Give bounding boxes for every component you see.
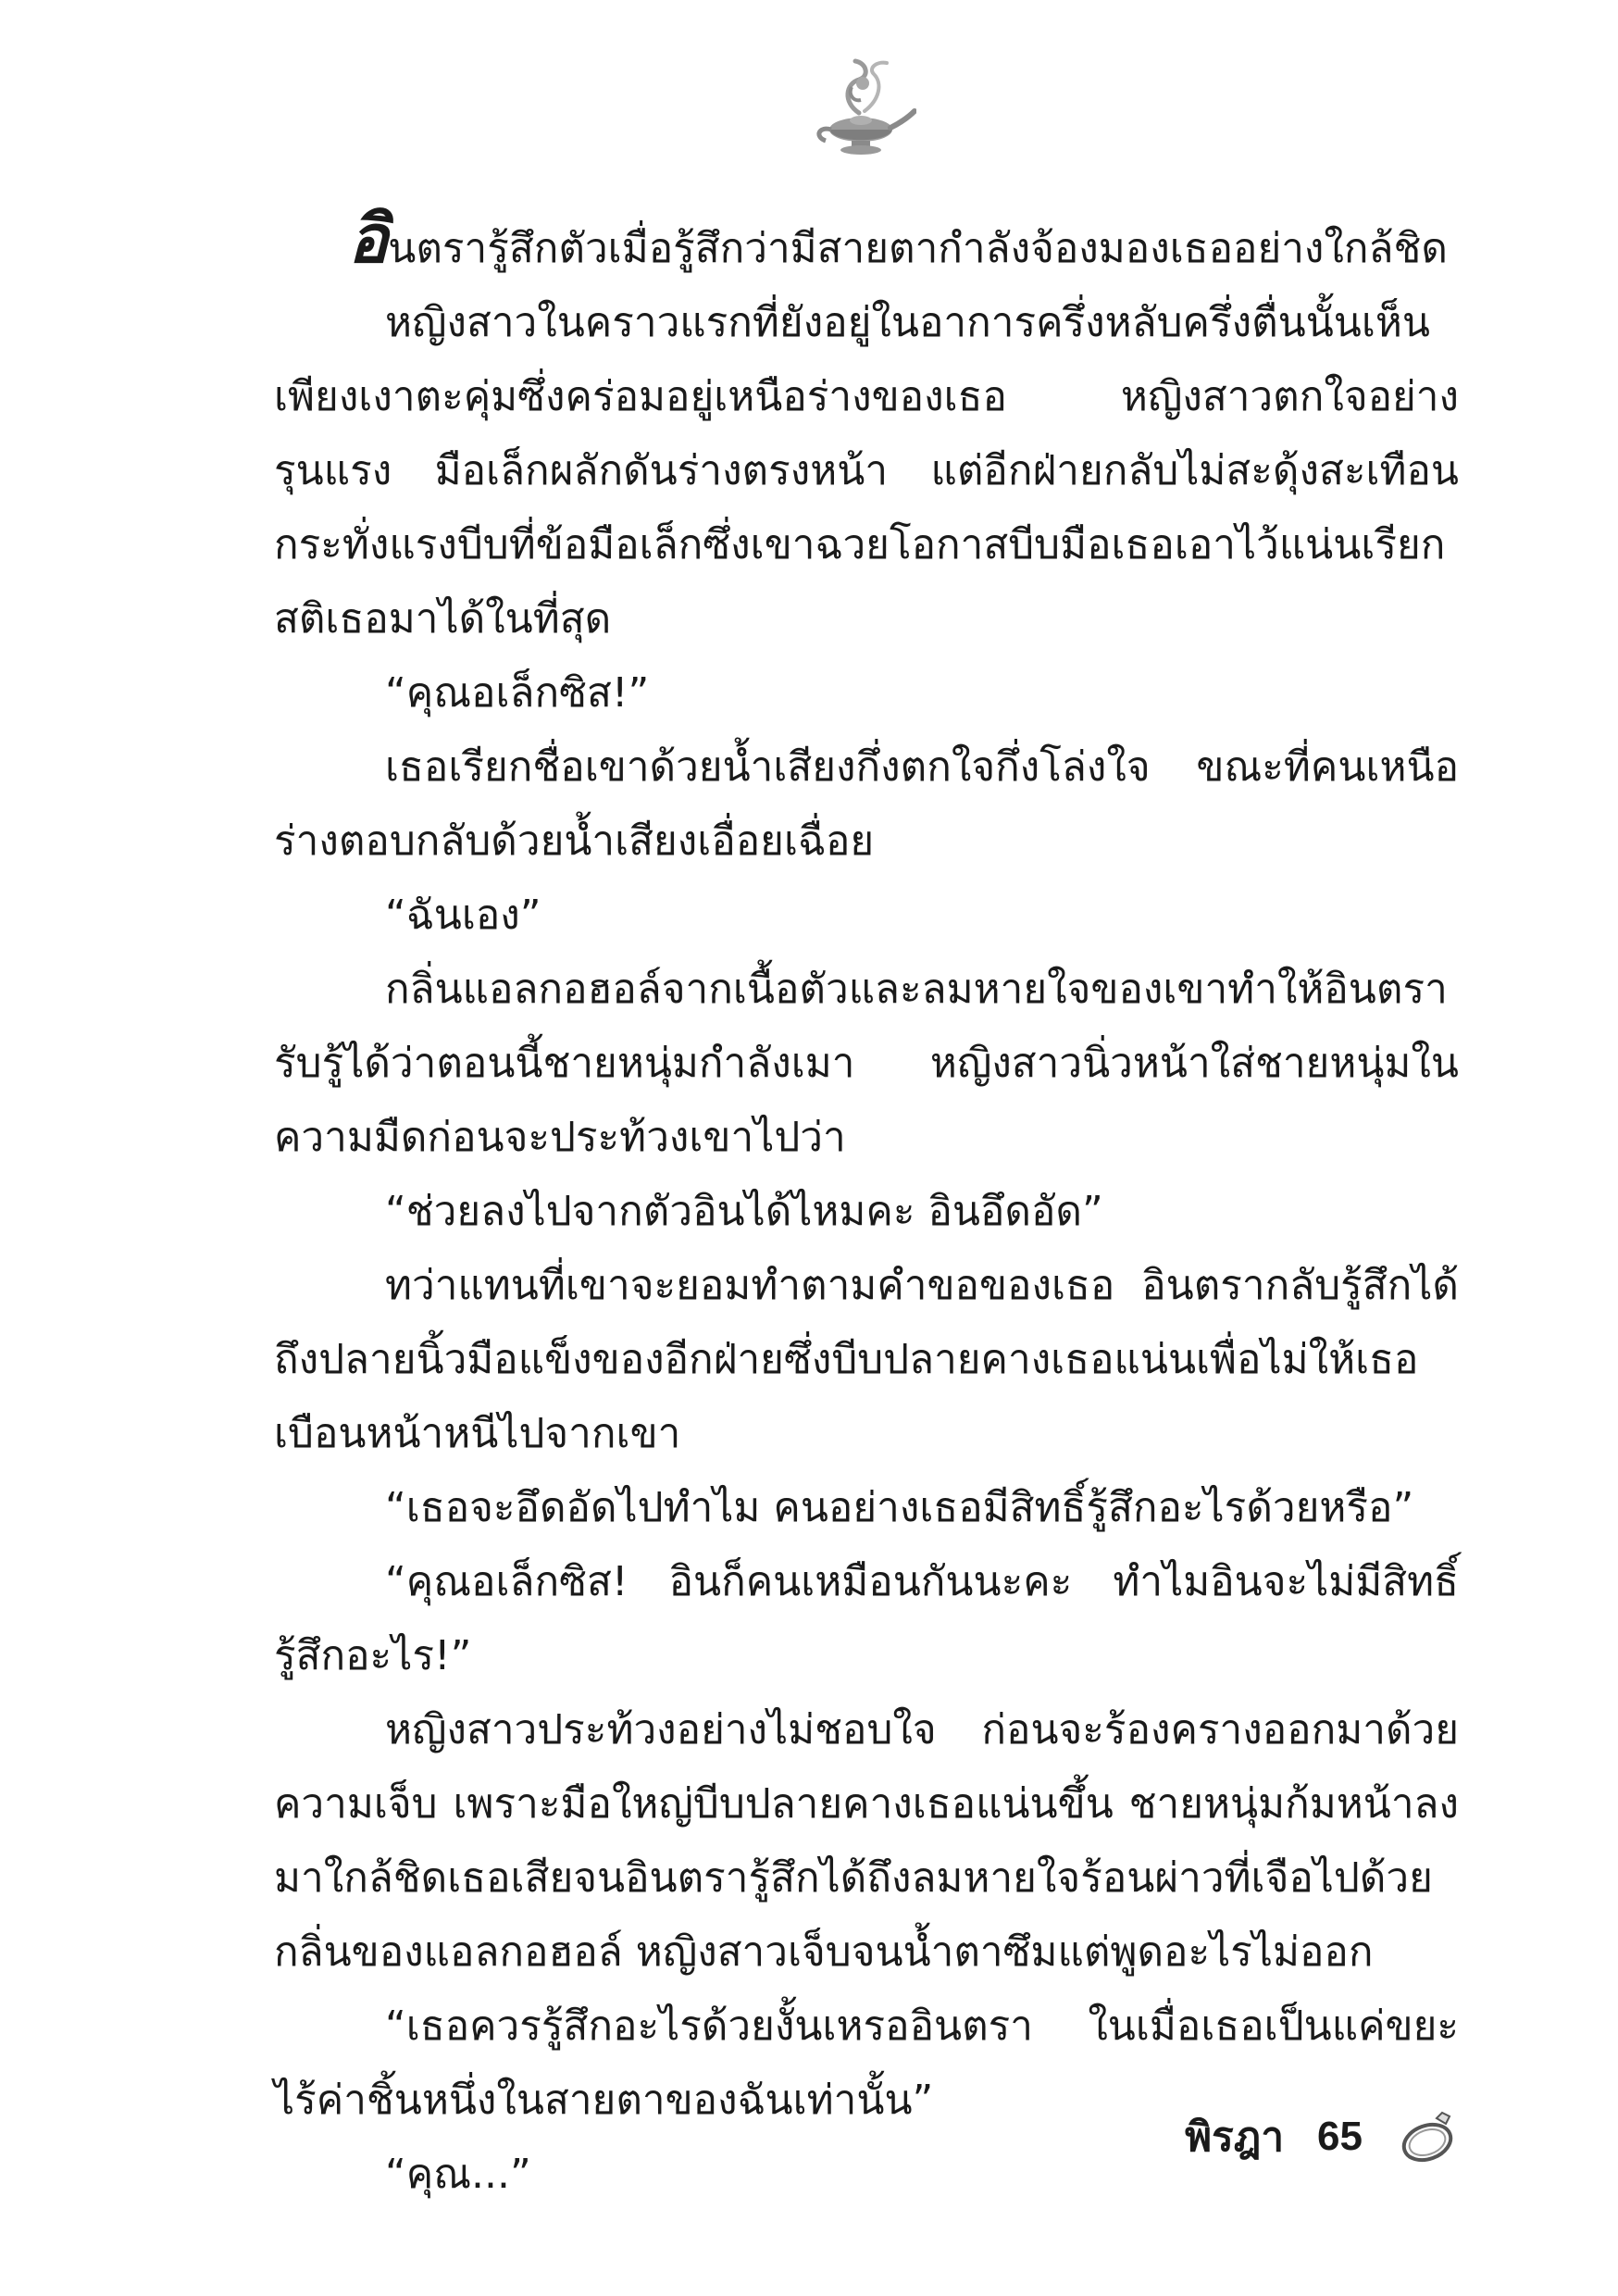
dialogue-3: “ช่วยลงไปจากตัวอินได้ไหมคะ อินอึดอัด” (385, 1188, 1103, 1235)
dialogue-7: “คุณ...” (385, 2151, 531, 2198)
page-footer (1185, 2100, 1461, 2174)
dialogue-5: “คุณอเล็กซิส! อินก็คนเหมือนกันนะคะ ทำไมอินจะไม่มีสิทธิ์รู้สึกอะไร!” (274, 1558, 1459, 1679)
drop-cap: อิ (348, 200, 389, 278)
dialogue-4: “เธอจะอึดอัดไปทำไม คนอย่างเธอมีสิทธิ์รู้สึกอะไรด้วยหรือ” (385, 1484, 1414, 1531)
paragraph-text: นตรารู้สึกตัวเมื่อรู้สึกว่ามีสายตากำลังจ้องมองเธออย่างใกล้ชิด (388, 225, 1448, 272)
paragraph-3: เธอเรียกชื่อเขาด้วยน้ำเสียงกึ่งตกใจกึ่งโล่งใจ ขณะที่คนเหนือร่างตอบกลับด้วยน้ำเสียงเอื่อยเฉื่อย (274, 743, 1459, 865)
paragraph-2: หญิงสาวในคราวแรกที่ยังอยู่ในอาการครึ่งหลับครึ่งตื่นนั้นเห็นเพียงเงาตะคุ่มซึ่งคร่อมอยู่เหนือร่างของเธอ หญิงสาวตกใจอย่างรุนแรง มือเล็กผลักดันร่างตรงหน้า แต่อีกฝ่ายกลับไม่สะดุ้งสะเทือน กระทั่งแรงบีบที่ข้อมือเล็กซึ่งเขาฉวยโอกาสบีบมือเธอเอาไว้แน่นเรียกสติเธอมาได้ในที่สุด (274, 299, 1459, 643)
paragraph-6: หญิงสาวประท้วงอย่างไม่ชอบใจ ก่อนจะร้องครางออกมาด้วยความเจ็บ เพราะมือใหญ่บีบปลายคางเธอแน่นขึ้น ชายหนุ่มก้มหน้าลงมาใกล้ชิดเธอเสียจนอินตรารู้สึกได้ถึงลมหายใจร้อนผ่าวที่เจือไปด้วยกลิ่นของแอลกอฮอล์ หญิงสาวเจ็บจนน้ำตาซึมแต่พูดอะไรไม่ออก (274, 1706, 1459, 1976)
paragraph-4: กลิ่นแอลกอฮอล์จากเนื้อตัวและลมหายใจของเขาทำให้อินตรารับรู้ได้ว่าตอนนี้ชายหนุ่มกำลังเมา หญิงสาวนิ่วหน้าใส่ชายหนุ่มในความมืดก่อนจะประท้วงเขาไปว่า (274, 966, 1459, 1161)
page-number: 65 (1317, 2114, 1363, 2159)
dialogue-2: “ฉันเอง” (385, 892, 541, 939)
body-text (274, 200, 1459, 2212)
paragraph-1 (274, 200, 1459, 286)
ring-icon (1396, 2109, 1461, 2165)
dialogue-6: “เธอควรรู้สึกอะไรด้วยงั้นเหรออินตรา ในเมื่อเธอเป็นแค่ขยะไร้ค่าชิ้นหนึ่งในสายตาของฉันเท่านั้น” (274, 2003, 1459, 2124)
author-name: พิรฎา (1185, 2114, 1285, 2161)
dialogue-1: “คุณอเล็กซิส!” (385, 669, 650, 717)
paragraph-5: ทว่าแทนที่เขาจะยอมทำตามคำขอของเธอ อินตรากลับรู้สึกได้ถึงปลายนิ้วมือแข็งของอีกฝ่ายซึ่งบีบปลายคางเธอแน่นเพื่อไม่ให้เธอเบือนหน้าหนีไปจากเขา (274, 1262, 1459, 1457)
genie-lamp-icon (805, 56, 916, 157)
